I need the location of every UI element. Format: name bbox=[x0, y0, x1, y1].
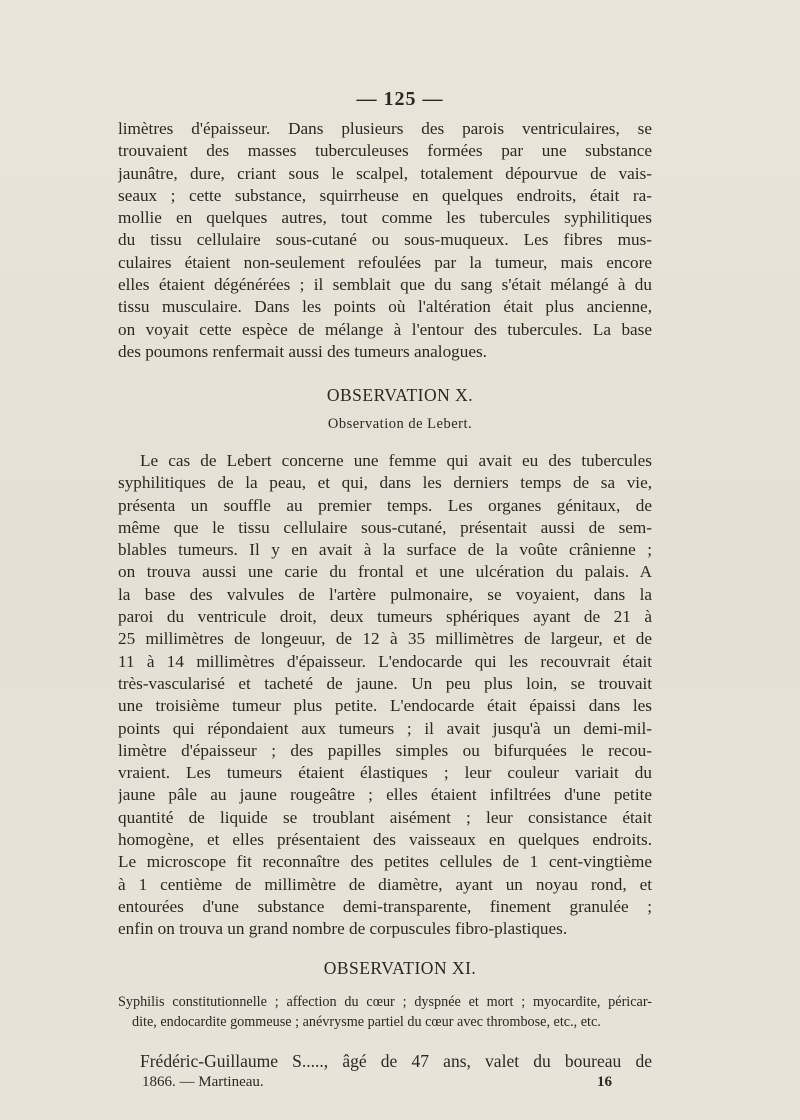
text-line: enfin on trouva un grand nombre de corpuscules fibro-plastiques. bbox=[118, 919, 568, 939]
text-line: homogène, et elles présentaient des vaisseaux en quelques endroits. bbox=[118, 830, 652, 850]
text-line: limètres d'épaisseur. Dans plusieurs des parois ventriculaires, se bbox=[118, 119, 652, 138]
summary-line: dite, endocardite gommeuse ; anévrysme partiel du cœur avec thrombose, etc., etc. bbox=[132, 1014, 601, 1030]
text-line: même que le tissu cellulaire sous-cutané, présentait aussi de sem- bbox=[118, 517, 652, 537]
observation-x-subtitle: Observation de Lebert. bbox=[327, 416, 473, 432]
footer-signature: 1866. — Martineau. bbox=[142, 1074, 264, 1090]
text-line: points qui répondaient aux tumeurs ; il avait jusqu'à un demi-mil- bbox=[118, 718, 652, 738]
text-line: tissu musculaire. Dans les points où l'altération était plus ancienne, bbox=[118, 297, 652, 317]
text-line: présenta un souffle au premier temps. Les organes génitaux, de bbox=[118, 495, 652, 515]
text-line: on trouva aussi une carie du frontal et une ulcération du palais. A bbox=[118, 562, 652, 582]
text-line: jaune pâle au jaune rougeâtre ; elles étaient infiltrées d'une petite bbox=[118, 785, 652, 805]
text-line: seaux ; cette substance, squirrheuse en quelques endroits, était ra- bbox=[118, 185, 652, 205]
text-line: du tissu cellulaire sous-cutané ou sous-muqueux. Les fibres mus- bbox=[118, 230, 652, 250]
observation-xi-summary bbox=[118, 992, 652, 1032]
text-line: entourées d'une substance demi-transparente, finement granulée ; bbox=[118, 896, 652, 916]
summary-line: Syphilis constitutionnelle ; affection du cœur ; dyspnée et mort ; myocardite, péricar- bbox=[118, 994, 652, 1010]
text-line: blables tumeurs. Il y en avait à la surface de la voûte crânienne ; bbox=[118, 540, 652, 560]
text-line: très-vascularisé et tacheté de jaune. Un peu plus loin, se trouvait bbox=[118, 673, 652, 693]
text-line: des poumons renfermait aussi des tumeurs analogues. bbox=[118, 341, 487, 361]
paragraph-continuation bbox=[118, 118, 652, 363]
text-line: Le cas de Lebert concerne une femme qui avait eu des tubercules bbox=[140, 451, 652, 470]
text-line: limètre d'épaisseur ; des papilles simples ou bifurquées le recou- bbox=[118, 740, 652, 760]
observation-xi-title: OBSERVATION XI. bbox=[323, 958, 477, 978]
text-line: Frédéric-Guillaume S....., âgé de 47 ans, valet du boureau de bbox=[140, 1051, 652, 1071]
paragraph-lebert-case bbox=[118, 450, 652, 941]
text-line: paroi du ventricule droit, deux tumeurs sphériques ayant de 21 à bbox=[118, 607, 652, 627]
paragraph-case-start bbox=[118, 1050, 652, 1072]
text-line: syphilitiques de la peau, et qui, dans les derniers temps de sa vie, bbox=[118, 473, 652, 493]
text-line: 25 millimètres de longeuur, de 12 à 35 millimètres de largeur, et de bbox=[118, 629, 652, 649]
text-line: Le microscope fit reconnaître des petites cellules de 1 cent-vingtième bbox=[118, 852, 652, 872]
text-line: jaunâtre, dure, criant sous le scalpel, totalement dépourvue de vais- bbox=[118, 163, 652, 183]
text-line: la base des valvules de l'artère pulmonaire, se voyaient, dans la bbox=[118, 584, 652, 604]
text-line: trouvaient des masses tuberculeuses formées par une substance bbox=[118, 141, 652, 161]
text-line: on voyait cette espèce de mélange à l'entour des tubercules. La base bbox=[118, 319, 652, 339]
text-line: une troisième tumeur plus petite. L'endocarde était épaissi dans les bbox=[118, 696, 652, 716]
text-line: 11 à 14 millimètres d'épaisseur. L'endocarde qui les recouvrait était bbox=[118, 651, 652, 671]
signature-mark: 16 bbox=[597, 1074, 612, 1090]
text-line: vraient. Les tumeurs étaient élastiques ; leur couleur variait du bbox=[118, 763, 652, 783]
observation-x-title: OBSERVATION X. bbox=[326, 385, 474, 405]
text-line: elles étaient dégénérées ; il semblait que du sang s'était mélangé à du bbox=[118, 275, 652, 295]
page-number: — 125 — bbox=[356, 88, 444, 110]
text-line: à 1 centième de millimètre de diamètre, ayant un noyau rond, et bbox=[118, 874, 652, 894]
text-line: culaires étaient non-seulement refoulées par la tumeur, mais encore bbox=[118, 252, 652, 272]
text-line: quantité de liquide se troublant aisément ; leur consistance était bbox=[118, 807, 652, 827]
text-line: mollie en quelques autres, tout comme les tubercules syphilitiques bbox=[118, 208, 652, 228]
